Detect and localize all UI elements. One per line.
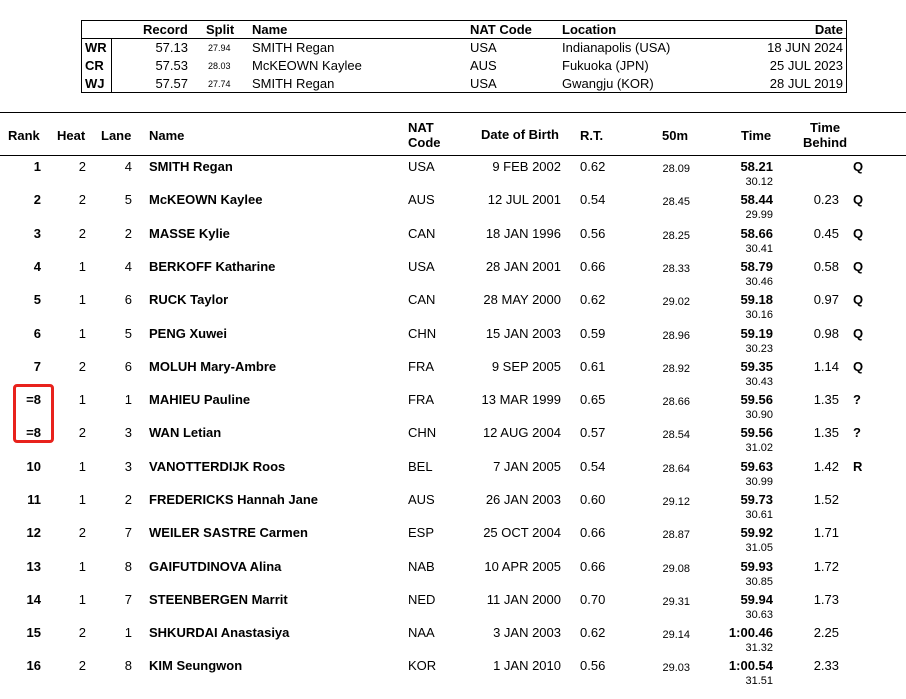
rank-cell: 15	[26, 625, 41, 640]
split-50m: 28.45	[662, 196, 690, 208]
header-50m: 50m	[662, 128, 689, 143]
record-date: 28 JUL 2019	[769, 76, 843, 91]
qualification-mark: ?	[853, 425, 861, 440]
heat-cell: 2	[78, 658, 86, 673]
split-50m: 28.66	[662, 396, 690, 408]
record-nat: USA	[470, 76, 497, 91]
athlete-name: WEILER SASTRE Carmen	[149, 525, 308, 540]
header-behind-line1: Time	[809, 120, 841, 135]
time-behind: 2.33	[813, 658, 839, 673]
header-rt: R.T.	[580, 128, 604, 143]
header-rank: Rank	[8, 128, 40, 143]
athlete-name: SMITH Regan	[149, 159, 233, 174]
record-name: McKEOWN Kaylee	[252, 58, 362, 73]
date-of-birth: 1 JAN 2010	[493, 658, 561, 673]
qualification-mark: Q	[853, 192, 864, 207]
date-of-birth: 28 MAY 2000	[483, 292, 561, 307]
reaction-time: 0.66	[580, 259, 606, 274]
result-row	[0, 356, 906, 389]
nat-code: CHN	[408, 326, 437, 341]
nat-code: CHN	[408, 425, 437, 440]
athlete-name: WAN Letian	[149, 425, 222, 440]
reaction-time: 0.62	[580, 625, 606, 640]
date-of-birth: 13 MAR 1999	[481, 392, 561, 407]
header-dob: Date of Birth	[481, 127, 559, 142]
results-header	[0, 112, 906, 156]
record-name: SMITH Regan	[252, 40, 335, 55]
heat-cell: 1	[78, 259, 86, 274]
athlete-name: MASSE Kylie	[149, 226, 230, 241]
date-of-birth: 28 JAN 2001	[485, 259, 561, 274]
result-row	[0, 456, 906, 489]
split-50m: 28.92	[662, 363, 690, 375]
nat-code: AUS	[408, 492, 435, 507]
final-time: 59.18	[740, 292, 773, 307]
date-of-birth: 25 OCT 2004	[483, 525, 561, 540]
final-time: 59.73	[740, 492, 773, 507]
header-nat-line2: Code	[408, 135, 441, 150]
rank-cell: 12	[26, 525, 41, 540]
reaction-time: 0.62	[580, 292, 606, 307]
reaction-time: 0.65	[580, 392, 606, 407]
time-behind: 1.71	[813, 525, 839, 540]
final-time: 1:00.46	[728, 625, 773, 640]
athlete-name: STEENBERGEN Marrit	[149, 592, 288, 607]
split-50m: 28.64	[662, 463, 690, 475]
lane-cell: 6	[124, 359, 132, 374]
record-split: 27.94	[208, 43, 231, 53]
reaction-time: 0.59	[580, 326, 606, 341]
final-time: 59.92	[740, 525, 773, 540]
result-row	[0, 522, 906, 555]
athlete-name: KIM Seungwon	[149, 658, 243, 673]
time-behind: 0.45	[813, 226, 839, 241]
athlete-name: MAHIEU Pauline	[149, 392, 251, 407]
athlete-name: MOLUH Mary-Ambre	[149, 359, 277, 374]
record-nat: AUS	[470, 58, 497, 73]
heat-cell: 2	[78, 159, 86, 174]
lane-cell: 8	[124, 559, 132, 574]
date-of-birth: 11 JAN 2000	[486, 592, 561, 607]
nat-code: FRA	[408, 359, 434, 374]
time-behind: 1.35	[813, 425, 839, 440]
final-time: 1:00.54	[728, 658, 773, 673]
split-100m: 30.85	[745, 576, 773, 588]
heat-cell: 2	[78, 192, 86, 207]
date-of-birth: 15 JAN 2003	[485, 326, 561, 341]
lane-cell: 4	[124, 259, 132, 274]
result-row	[0, 323, 906, 356]
qualification-mark: Q	[853, 292, 864, 307]
time-behind: 1.14	[813, 359, 839, 374]
records-table	[81, 20, 847, 93]
records-header-location: Location	[562, 22, 617, 37]
records-header-nat: NAT Code	[470, 22, 532, 37]
final-time: 58.21	[740, 159, 773, 174]
qualification-mark: Q	[853, 226, 864, 241]
lane-cell: 1	[124, 625, 132, 640]
record-time: 57.57	[155, 76, 188, 91]
final-time: 59.56	[740, 392, 773, 407]
qualification-mark: R	[853, 459, 863, 474]
split-50m: 28.54	[662, 429, 690, 441]
lane-cell: 5	[124, 326, 132, 341]
tie-highlight-box	[13, 384, 54, 443]
header-lane: Lane	[101, 128, 132, 143]
record-location: Fukuoka (JPN)	[562, 58, 649, 73]
final-time: 58.44	[740, 192, 773, 207]
date-of-birth: 26 JAN 2003	[485, 492, 561, 507]
rank-cell: 3	[33, 226, 41, 241]
lane-cell: 1	[124, 392, 132, 407]
header-behind-line2: Behind	[802, 135, 848, 150]
nat-code: CAN	[408, 226, 436, 241]
split-50m: 28.25	[662, 230, 690, 242]
lane-cell: 8	[124, 658, 132, 673]
nat-code: KOR	[408, 658, 437, 673]
time-behind: 1.42	[813, 459, 839, 474]
record-name: SMITH Regan	[252, 76, 335, 91]
heat-cell: 1	[78, 326, 86, 341]
date-of-birth: 18 JAN 1996	[485, 226, 561, 241]
header-nat-line1: NAT	[408, 120, 434, 135]
split-50m: 28.33	[662, 263, 690, 275]
record-date: 25 JUL 2023	[769, 58, 843, 73]
nat-code: USA	[408, 259, 435, 274]
split-100m: 30.63	[745, 609, 773, 621]
split-100m: 30.99	[745, 476, 773, 488]
date-of-birth: 12 AUG 2004	[482, 425, 561, 440]
qualification-mark: Q	[853, 326, 864, 341]
lane-cell: 3	[124, 425, 132, 440]
athlete-name: VANOTTERDIJK Roos	[149, 459, 286, 474]
split-50m: 29.02	[662, 296, 690, 308]
rank-cell: =8	[26, 392, 41, 407]
header-heat: Heat	[57, 128, 86, 143]
split-100m: 30.41	[745, 243, 773, 255]
rank-cell: 13	[26, 559, 41, 574]
time-behind: 0.23	[813, 192, 839, 207]
final-time: 58.79	[740, 259, 773, 274]
heat-cell: 2	[78, 226, 86, 241]
records-header-split: Split	[206, 22, 235, 37]
qualification-mark: Q	[853, 259, 864, 274]
qualification-mark: Q	[853, 159, 864, 174]
record-time: 57.53	[155, 58, 188, 73]
record-row	[82, 57, 846, 75]
header-name: Name	[149, 128, 185, 143]
rank-cell: 5	[33, 292, 41, 307]
nat-code: NAB	[408, 559, 435, 574]
record-nat: USA	[470, 40, 497, 55]
reaction-time: 0.54	[580, 459, 606, 474]
split-100m: 30.61	[745, 509, 773, 521]
result-row	[0, 422, 906, 455]
reaction-time: 0.56	[580, 658, 606, 673]
lane-cell: 7	[124, 525, 132, 540]
lane-cell: 6	[124, 292, 132, 307]
split-100m: 31.05	[745, 542, 773, 554]
header-time: Time	[741, 128, 772, 143]
heat-cell: 1	[78, 459, 86, 474]
athlete-name: BERKOFF Katharine	[149, 259, 276, 274]
date-of-birth: 9 SEP 2005	[491, 359, 561, 374]
rank-cell: 4	[33, 259, 41, 274]
reaction-time: 0.54	[580, 192, 606, 207]
rank-cell: 2	[33, 192, 41, 207]
split-100m: 31.51	[745, 675, 773, 687]
record-time: 57.13	[155, 40, 188, 55]
result-row	[0, 589, 906, 622]
result-row	[0, 156, 906, 189]
time-behind: 1.73	[813, 592, 839, 607]
records-header-date: Date	[814, 22, 843, 37]
heat-cell: 1	[78, 292, 86, 307]
reaction-time: 0.56	[580, 226, 606, 241]
date-of-birth: 12 JUL 2001	[487, 192, 561, 207]
time-behind: 1.72	[813, 559, 839, 574]
rank-cell: 10	[26, 459, 41, 474]
result-row	[0, 223, 906, 256]
split-100m: 29.99	[745, 209, 773, 221]
split-50m: 28.96	[662, 330, 690, 342]
record-row	[82, 75, 846, 93]
split-100m: 31.02	[745, 442, 773, 454]
nat-code: ESP	[408, 525, 435, 540]
nat-code: CAN	[408, 292, 436, 307]
split-50m: 29.12	[662, 496, 690, 508]
result-row	[0, 655, 906, 688]
record-split: 28.03	[208, 61, 231, 71]
final-time: 59.93	[740, 559, 773, 574]
final-time: 59.19	[740, 326, 773, 341]
date-of-birth: 3 JAN 2003	[493, 625, 561, 640]
split-50m: 29.31	[662, 596, 690, 608]
reaction-time: 0.60	[580, 492, 606, 507]
lane-cell: 7	[124, 592, 132, 607]
rank-cell: 6	[33, 326, 41, 341]
split-100m: 30.46	[745, 276, 773, 288]
lane-cell: 3	[124, 459, 132, 474]
reaction-time: 0.70	[580, 592, 606, 607]
record-type: WJ	[85, 76, 105, 91]
rank-cell: 14	[26, 592, 41, 607]
time-behind: 0.97	[813, 292, 839, 307]
rank-cell: 16	[26, 658, 41, 673]
athlete-name: FREDERICKS Hannah Jane	[149, 492, 319, 507]
record-type: WR	[85, 40, 107, 55]
reaction-time: 0.61	[580, 359, 606, 374]
record-type: CR	[85, 58, 104, 73]
records-header	[82, 21, 846, 39]
nat-code: NAA	[408, 625, 435, 640]
date-of-birth: 9 FEB 2002	[492, 159, 561, 174]
nat-code: BEL	[408, 459, 433, 474]
heat-cell: 1	[78, 559, 86, 574]
final-time: 59.63	[740, 459, 773, 474]
lane-cell: 2	[124, 492, 132, 507]
heat-cell: 1	[78, 392, 86, 407]
date-of-birth: 7 JAN 2005	[493, 459, 561, 474]
split-100m: 30.90	[745, 409, 773, 421]
result-row	[0, 256, 906, 289]
heat-cell: 2	[78, 625, 86, 640]
time-behind: 2.25	[813, 625, 839, 640]
split-50m: 28.09	[662, 163, 690, 175]
heat-cell: 2	[78, 359, 86, 374]
rank-cell: 7	[33, 359, 41, 374]
nat-code: USA	[408, 159, 435, 174]
result-row	[0, 556, 906, 589]
athlete-name: GAIFUTDINOVA Alina	[149, 559, 282, 574]
athlete-name: PENG Xuwei	[149, 326, 228, 341]
athlete-name: SHKURDAI Anastasiya	[149, 625, 290, 640]
nat-code: NED	[408, 592, 436, 607]
split-100m: 31.32	[745, 642, 773, 654]
split-100m: 30.43	[745, 376, 773, 388]
heat-cell: 2	[78, 425, 86, 440]
result-row	[0, 622, 906, 655]
rank-cell: 11	[27, 492, 41, 507]
split-100m: 30.23	[745, 343, 773, 355]
reaction-time: 0.66	[580, 559, 606, 574]
time-behind: 1.52	[813, 492, 839, 507]
qualification-mark: ?	[853, 392, 861, 407]
record-location: Indianapolis (USA)	[562, 40, 671, 55]
qualification-mark: Q	[853, 359, 864, 374]
time-behind: 0.58	[813, 259, 839, 274]
lane-cell: 5	[124, 192, 132, 207]
result-row	[0, 189, 906, 222]
records-header-record: Record	[143, 22, 188, 37]
final-time: 59.35	[740, 359, 773, 374]
reaction-time: 0.66	[580, 525, 606, 540]
heat-cell: 2	[78, 525, 86, 540]
rank-cell: 1	[33, 159, 41, 174]
final-time: 59.94	[740, 592, 773, 607]
split-50m: 29.03	[662, 662, 690, 674]
date-of-birth: 10 APR 2005	[484, 559, 561, 574]
split-50m: 29.08	[662, 563, 690, 575]
record-row	[82, 39, 846, 57]
split-100m: 30.16	[745, 309, 773, 321]
result-row	[0, 289, 906, 322]
athlete-name: McKEOWN Kaylee	[149, 192, 263, 207]
result-row	[0, 489, 906, 522]
rank-cell: =8	[26, 425, 41, 440]
result-row	[0, 389, 906, 422]
reaction-time: 0.57	[580, 425, 606, 440]
nat-code: AUS	[408, 192, 435, 207]
split-100m: 30.12	[745, 176, 773, 188]
final-time: 58.66	[740, 226, 773, 241]
time-behind: 0.98	[813, 326, 839, 341]
split-50m: 28.87	[662, 529, 690, 541]
final-time: 59.56	[740, 425, 773, 440]
reaction-time: 0.62	[580, 159, 606, 174]
heat-cell: 1	[78, 492, 86, 507]
record-date: 18 JUN 2024	[767, 40, 843, 55]
athlete-name: RUCK Taylor	[149, 292, 229, 307]
nat-code: FRA	[408, 392, 434, 407]
split-50m: 29.14	[662, 629, 690, 641]
heat-cell: 1	[78, 592, 86, 607]
record-split: 27.74	[208, 79, 231, 89]
records-header-name: Name	[252, 22, 288, 37]
record-location: Gwangju (KOR)	[562, 76, 654, 91]
time-behind: 1.35	[813, 392, 839, 407]
lane-cell: 2	[124, 226, 132, 241]
lane-cell: 4	[124, 159, 132, 174]
